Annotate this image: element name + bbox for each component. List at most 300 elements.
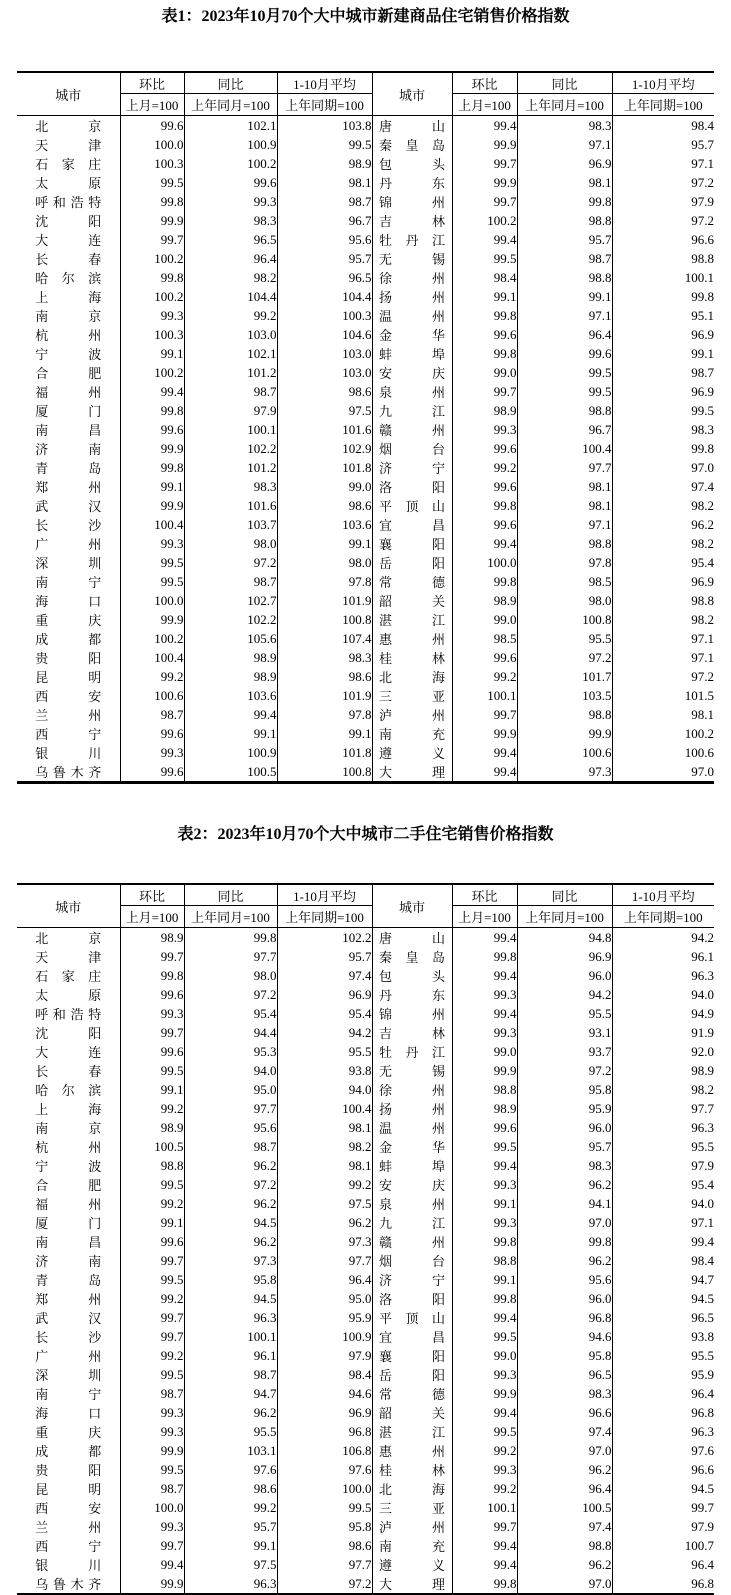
header-mom: 环比 (120, 884, 184, 906)
header-yoy: 同比 (184, 884, 277, 906)
index-value-cell: 99.9 (120, 1441, 184, 1460)
index-value-cell: 95.9 (612, 1365, 714, 1384)
table-row (17, 1441, 714, 1460)
index-value-cell: 96.6 (612, 230, 714, 249)
index-value-cell: 99.7 (120, 230, 184, 249)
index-value-cell: 98.7 (612, 363, 714, 382)
index-value-cell: 96.6 (517, 1403, 612, 1422)
city-cell (17, 211, 120, 230)
index-value-cell: 99.5 (452, 1422, 517, 1441)
city-name: 南宁 (35, 1387, 102, 1402)
index-value-cell: 99.4 (452, 230, 517, 249)
index-value-cell: 99.4 (452, 966, 517, 985)
table-row (17, 985, 714, 1004)
index-value-cell: 96.2 (517, 1555, 612, 1574)
index-value-cell: 97.5 (277, 1194, 372, 1213)
index-value-cell: 98.8 (517, 705, 612, 724)
city-name: 北京 (35, 119, 102, 134)
index-value-cell: 96.9 (612, 325, 714, 344)
city-name: 杭州 (35, 1140, 102, 1155)
city-name: 烟台 (379, 442, 445, 457)
index-value-cell: 100.3 (120, 325, 184, 344)
index-value-cell: 97.1 (517, 515, 612, 534)
city-cell (17, 116, 120, 136)
index-value-cell: 100.9 (184, 135, 277, 154)
city-name: 西宁 (35, 727, 102, 742)
index-value-cell: 95.6 (277, 230, 372, 249)
city-name: 锦州 (379, 195, 445, 210)
index-value-cell: 98.9 (277, 154, 372, 173)
index-value-cell: 98.1 (517, 477, 612, 496)
index-value-cell: 95.4 (612, 553, 714, 572)
index-value-cell: 97.4 (612, 477, 714, 496)
index-value-cell: 98.5 (452, 629, 517, 648)
index-value-cell: 99.3 (452, 985, 517, 1004)
table-row (17, 1517, 714, 1536)
index-value-cell: 99.2 (184, 1498, 277, 1517)
city-cell (372, 1403, 452, 1422)
index-value-cell: 104.4 (277, 287, 372, 306)
city-name: 锦州 (379, 1007, 445, 1022)
index-value-cell: 99.8 (517, 192, 612, 211)
index-value-cell: 100.2 (120, 249, 184, 268)
city-name: 惠州 (379, 632, 445, 647)
city-name: 泉州 (379, 1197, 445, 1212)
table-row (17, 1023, 714, 1042)
index-value-cell: 98.1 (612, 705, 714, 724)
index-value-cell: 100.8 (277, 762, 372, 783)
city-name: 南京 (35, 1121, 102, 1136)
city-cell (17, 1536, 120, 1555)
header-yoy: 同比 (517, 884, 612, 906)
index-value-cell: 95.8 (517, 1080, 612, 1099)
index-value-cell: 100.4 (120, 515, 184, 534)
city-name: 南充 (379, 1539, 445, 1554)
city-cell (17, 1403, 120, 1422)
city-name: 海口 (35, 1406, 102, 1421)
table-row (17, 211, 714, 230)
index-value-cell: 97.3 (517, 762, 612, 783)
city-cell (372, 1213, 452, 1232)
index-value-cell: 98.8 (517, 1536, 612, 1555)
index-value-cell: 97.3 (277, 1232, 372, 1251)
index-value-cell: 98.8 (517, 211, 612, 230)
city-cell (17, 230, 120, 249)
index-value-cell: 97.7 (184, 1099, 277, 1118)
header-avg-base: 上年同期=100 (612, 94, 714, 116)
index-value-cell: 97.2 (517, 1061, 612, 1080)
city-cell (17, 928, 120, 948)
city-cell (372, 1422, 452, 1441)
index-value-cell: 94.0 (277, 1080, 372, 1099)
index-value-cell: 97.1 (612, 154, 714, 173)
table1-body (17, 116, 714, 783)
index-value-cell: 96.5 (277, 268, 372, 287)
index-value-cell: 99.0 (452, 1042, 517, 1061)
index-value-cell: 101.5 (612, 686, 714, 705)
table-row (17, 1498, 714, 1517)
index-value-cell: 98.9 (612, 1061, 714, 1080)
index-value-cell: 99.4 (452, 1156, 517, 1175)
index-value-cell: 96.5 (184, 230, 277, 249)
table-row (17, 1175, 714, 1194)
index-value-cell: 100.9 (184, 743, 277, 762)
index-value-cell: 100.6 (120, 686, 184, 705)
index-value-cell: 98.4 (612, 1251, 714, 1270)
index-value-cell: 102.2 (184, 610, 277, 629)
index-value-cell: 98.9 (120, 1118, 184, 1137)
index-value-cell: 99.7 (452, 382, 517, 401)
header-avg: 1-10月平均 (612, 884, 714, 906)
city-name: 三亚 (379, 689, 445, 704)
city-cell (17, 686, 120, 705)
index-value-cell: 99.3 (184, 192, 277, 211)
index-value-cell: 99.6 (452, 325, 517, 344)
index-value-cell: 91.9 (612, 1023, 714, 1042)
city-cell (17, 1555, 120, 1574)
city-cell (17, 1099, 120, 1118)
city-cell (372, 1536, 452, 1555)
city-cell (372, 1023, 452, 1042)
table-row (17, 686, 714, 705)
table1-header (17, 72, 714, 116)
city-name: 成都 (35, 1444, 102, 1459)
index-value-cell: 96.8 (612, 1574, 714, 1595)
index-value-cell: 96.3 (612, 966, 714, 985)
index-value-cell: 96.7 (277, 211, 372, 230)
index-value-cell: 99.5 (277, 1498, 372, 1517)
index-value-cell: 100.6 (517, 743, 612, 762)
table-row (17, 648, 714, 667)
index-value-cell: 99.7 (612, 1498, 714, 1517)
index-value-cell: 106.8 (277, 1441, 372, 1460)
city-name: 洛阳 (379, 480, 445, 495)
index-value-cell: 96.8 (277, 1422, 372, 1441)
table-row (17, 1270, 714, 1289)
index-value-cell: 97.3 (184, 1251, 277, 1270)
city-cell (17, 173, 120, 192)
index-value-cell: 95.8 (277, 1517, 372, 1536)
index-value-cell: 95.7 (517, 230, 612, 249)
table-row (17, 1422, 714, 1441)
index-value-cell: 95.9 (277, 1308, 372, 1327)
city-cell (372, 1308, 452, 1327)
index-value-cell: 96.2 (612, 515, 714, 534)
city-cell (17, 1346, 120, 1365)
index-value-cell: 98.6 (277, 667, 372, 686)
index-value-cell: 97.7 (517, 458, 612, 477)
city-name: 合肥 (35, 366, 102, 381)
index-value-cell: 99.3 (452, 1213, 517, 1232)
index-value-cell: 101.2 (184, 458, 277, 477)
index-value-cell: 99.2 (452, 458, 517, 477)
index-value-cell: 100.3 (277, 306, 372, 325)
index-value-cell: 94.0 (612, 985, 714, 1004)
index-value-cell: 98.2 (612, 534, 714, 553)
index-value-cell: 99.8 (452, 1289, 517, 1308)
city-cell (17, 1498, 120, 1517)
index-value-cell: 104.4 (184, 287, 277, 306)
city-name: 惠州 (379, 1444, 445, 1459)
index-value-cell: 99.1 (120, 477, 184, 496)
index-value-cell: 96.5 (612, 1308, 714, 1327)
index-value-cell: 98.8 (612, 249, 714, 268)
index-value-cell: 99.0 (452, 610, 517, 629)
index-value-cell: 101.9 (277, 591, 372, 610)
city-cell (372, 1118, 452, 1137)
city-name: 洛阳 (379, 1292, 445, 1307)
city-name: 牡丹江 (379, 1045, 445, 1060)
index-value-cell: 98.8 (517, 268, 612, 287)
index-value-cell: 96.9 (517, 947, 612, 966)
index-value-cell: 99.5 (120, 1175, 184, 1194)
city-name: 金华 (379, 328, 445, 343)
index-value-cell: 101.9 (277, 686, 372, 705)
city-cell (372, 1099, 452, 1118)
index-value-cell: 100.4 (517, 439, 612, 458)
table-row (17, 1004, 714, 1023)
index-value-cell: 95.7 (277, 249, 372, 268)
table-row (17, 1479, 714, 1498)
index-value-cell: 100.1 (452, 686, 517, 705)
index-value-cell: 95.5 (184, 1422, 277, 1441)
city-name: 赣州 (379, 423, 445, 438)
city-name: 安庆 (379, 1178, 445, 1193)
index-value-cell: 107.4 (277, 629, 372, 648)
index-value-cell: 99.6 (452, 1118, 517, 1137)
index-value-cell: 99.5 (120, 1061, 184, 1080)
index-value-cell: 99.3 (120, 534, 184, 553)
index-value-cell: 105.6 (184, 629, 277, 648)
table-row (17, 249, 714, 268)
city-name: 哈尔滨 (35, 271, 102, 286)
city-cell (372, 363, 452, 382)
index-value-cell: 99.9 (452, 173, 517, 192)
city-name: 贵阳 (35, 1463, 102, 1478)
city-cell (17, 591, 120, 610)
city-cell (372, 591, 452, 610)
index-value-cell: 98.0 (517, 591, 612, 610)
city-name: 襄阳 (379, 1349, 445, 1364)
index-value-cell: 95.0 (184, 1080, 277, 1099)
city-cell (17, 1574, 120, 1595)
table-row (17, 610, 714, 629)
city-cell (17, 420, 120, 439)
index-value-cell: 100.5 (184, 762, 277, 783)
city-name: 天津 (35, 950, 102, 965)
city-cell (372, 1327, 452, 1346)
index-value-cell: 95.7 (184, 1517, 277, 1536)
index-value-cell: 100.8 (517, 610, 612, 629)
index-value-cell: 99.4 (452, 1403, 517, 1422)
index-value-cell: 96.7 (517, 420, 612, 439)
index-value-cell: 96.0 (517, 1289, 612, 1308)
header-yoy-base: 上年同月=100 (184, 94, 277, 116)
city-name: 呼和浩特 (35, 195, 102, 210)
index-value-cell: 99.1 (517, 287, 612, 306)
index-value-cell: 95.8 (517, 1346, 612, 1365)
city-cell (372, 1346, 452, 1365)
city-name: 南昌 (35, 1235, 102, 1250)
table-row (17, 1042, 714, 1061)
header-city: 城市 (372, 72, 452, 116)
index-value-cell: 99.1 (277, 534, 372, 553)
city-cell (17, 1004, 120, 1023)
city-cell (17, 1517, 120, 1536)
index-value-cell: 98.7 (517, 249, 612, 268)
city-name: 常德 (379, 575, 445, 590)
index-value-cell: 96.4 (184, 249, 277, 268)
header-mom-base: 上月=100 (452, 906, 517, 928)
header-mom-base: 上月=100 (452, 94, 517, 116)
city-cell (372, 1574, 452, 1595)
index-value-cell: 101.8 (277, 458, 372, 477)
index-value-cell: 100.6 (612, 743, 714, 762)
index-value-cell: 98.4 (612, 116, 714, 136)
index-value-cell: 94.5 (184, 1213, 277, 1232)
city-name: 重庆 (35, 613, 102, 628)
city-cell (372, 211, 452, 230)
index-value-cell: 99.1 (452, 287, 517, 306)
index-value-cell: 103.8 (277, 116, 372, 136)
index-value-cell: 96.0 (517, 966, 612, 985)
table-row (17, 1156, 714, 1175)
index-value-cell: 99.4 (452, 1555, 517, 1574)
city-name: 杭州 (35, 328, 102, 343)
city-name: 大理 (379, 1577, 445, 1592)
city-name: 岳阳 (379, 556, 445, 571)
city-name: 呼和浩特 (35, 1007, 102, 1022)
city-cell (372, 458, 452, 477)
table-row (17, 1080, 714, 1099)
index-value-cell: 103.0 (184, 325, 277, 344)
index-value-cell: 96.2 (184, 1403, 277, 1422)
index-value-cell: 95.5 (277, 1042, 372, 1061)
city-cell (17, 154, 120, 173)
index-value-cell: 99.2 (277, 1175, 372, 1194)
table-row (17, 1327, 714, 1346)
index-value-cell: 96.4 (517, 1479, 612, 1498)
city-cell (372, 287, 452, 306)
city-name: 扬州 (379, 1102, 445, 1117)
city-cell (372, 610, 452, 629)
table-row (17, 966, 714, 985)
index-value-cell: 99.5 (120, 553, 184, 572)
city-name: 赣州 (379, 1235, 445, 1250)
index-value-cell: 97.6 (277, 1460, 372, 1479)
index-value-cell: 95.8 (184, 1270, 277, 1289)
city-name: 岳阳 (379, 1368, 445, 1383)
city-cell (17, 1213, 120, 1232)
index-value-cell: 100.2 (120, 629, 184, 648)
city-name: 济南 (35, 442, 102, 457)
city-cell (17, 724, 120, 743)
index-value-cell: 98.9 (184, 648, 277, 667)
index-value-cell: 103.6 (184, 686, 277, 705)
index-value-cell: 99.0 (452, 1346, 517, 1365)
index-value-cell: 100.7 (612, 1536, 714, 1555)
index-value-cell: 99.8 (612, 287, 714, 306)
city-name: 北京 (35, 931, 102, 946)
index-value-cell: 99.8 (452, 1574, 517, 1595)
index-value-cell: 95.7 (517, 1137, 612, 1156)
city-cell (17, 1460, 120, 1479)
header-avg: 1-10月平均 (277, 884, 372, 906)
city-cell (372, 420, 452, 439)
city-cell (372, 1460, 452, 1479)
index-value-cell: 97.9 (612, 1156, 714, 1175)
index-value-cell: 96.9 (517, 154, 612, 173)
index-value-cell: 97.2 (612, 173, 714, 192)
header-yoy-base: 上年同月=100 (517, 906, 612, 928)
table-row (17, 667, 714, 686)
city-cell (17, 629, 120, 648)
index-value-cell: 95.5 (612, 1137, 714, 1156)
table-row (17, 1460, 714, 1479)
city-cell (17, 1384, 120, 1403)
city-cell (17, 1137, 120, 1156)
index-value-cell: 98.6 (277, 382, 372, 401)
index-value-cell: 99.5 (120, 1460, 184, 1479)
city-name: 大连 (35, 233, 102, 248)
city-cell (17, 1156, 120, 1175)
city-name: 贵阳 (35, 651, 102, 666)
index-value-cell: 99.7 (452, 1517, 517, 1536)
index-value-cell: 94.7 (612, 1270, 714, 1289)
city-cell (17, 610, 120, 629)
city-cell (17, 1080, 120, 1099)
table-row (17, 1213, 714, 1232)
city-name: 沈阳 (35, 214, 102, 229)
header-avg: 1-10月平均 (277, 72, 372, 94)
index-value-cell: 94.5 (612, 1289, 714, 1308)
city-cell (372, 192, 452, 211)
city-name: 徐州 (379, 271, 445, 286)
index-value-cell: 98.0 (184, 534, 277, 553)
city-cell (17, 1042, 120, 1061)
index-value-cell: 99.5 (452, 249, 517, 268)
city-name: 温州 (379, 309, 445, 324)
table-row (17, 1365, 714, 1384)
index-value-cell: 99.6 (120, 724, 184, 743)
city-cell (17, 966, 120, 985)
index-value-cell: 99.2 (120, 1289, 184, 1308)
city-cell (372, 985, 452, 1004)
index-value-cell: 100.2 (452, 211, 517, 230)
index-value-cell: 99.8 (184, 928, 277, 948)
index-value-cell: 98.9 (452, 591, 517, 610)
table-row (17, 287, 714, 306)
index-value-cell: 99.4 (452, 743, 517, 762)
index-value-cell: 97.1 (612, 648, 714, 667)
index-value-cell: 98.9 (452, 1099, 517, 1118)
index-value-cell: 99.3 (120, 1517, 184, 1536)
index-value-cell: 99.6 (120, 116, 184, 136)
index-value-cell: 98.9 (452, 401, 517, 420)
table-row (17, 743, 714, 762)
index-value-cell: 99.6 (452, 515, 517, 534)
city-name: 扬州 (379, 290, 445, 305)
city-name: 牡丹江 (379, 233, 445, 248)
city-cell (372, 382, 452, 401)
index-value-cell: 99.5 (120, 572, 184, 591)
index-value-cell: 95.6 (517, 1270, 612, 1289)
index-value-cell: 99.8 (612, 439, 714, 458)
index-value-cell: 99.4 (120, 382, 184, 401)
city-cell (17, 363, 120, 382)
index-value-cell: 98.9 (184, 667, 277, 686)
header-city: 城市 (17, 884, 120, 928)
